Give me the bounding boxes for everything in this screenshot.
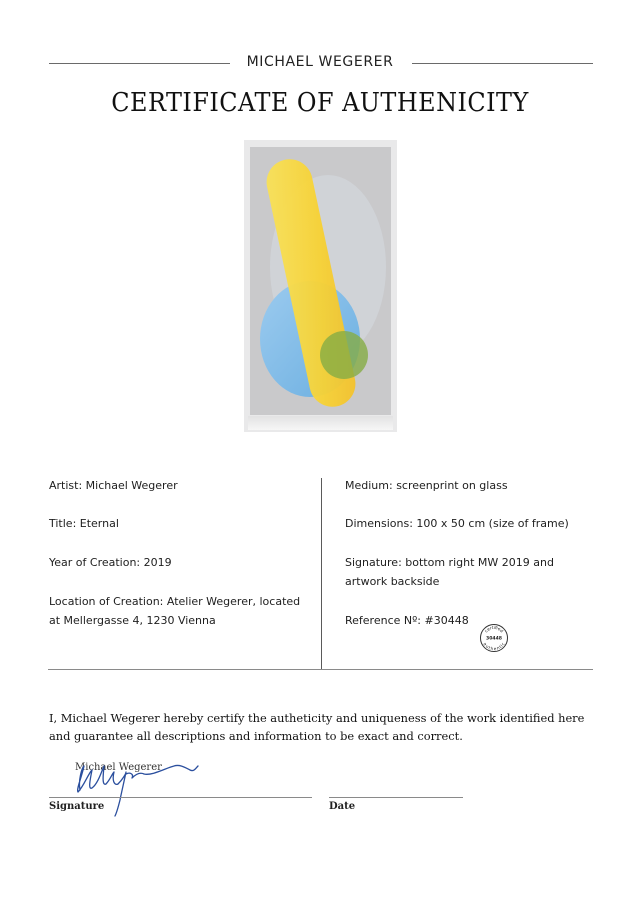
detail-reference-value: #30448 — [424, 614, 469, 627]
detail-dimensions-value: 100 x 50 cm (size of frame) — [416, 517, 569, 530]
detail-signature-label: Signature: — [345, 556, 402, 569]
artwork-canvas — [250, 147, 391, 415]
details-bottom-rule — [48, 669, 593, 670]
detail-title-label: Title: — [49, 517, 77, 530]
detail-reference — [345, 611, 469, 630]
detail-reference-label: Reference Nº: — [345, 614, 422, 627]
date-line — [329, 797, 463, 798]
stamp-top-text: certified — [483, 624, 504, 634]
artwork-image — [244, 140, 397, 432]
detail-medium-label: Medium: — [345, 479, 393, 492]
detail-dimensions-label: Dimensions: — [345, 517, 413, 530]
detail-year-label: Year of Creation: — [49, 556, 141, 569]
certification-statement: I, Michael Wegerer hereby certify the autheticity and uniqueness of the work identified here and guarantee all descriptions and information to be exact and correct. — [49, 711, 585, 743]
svg-text:certified — [483, 625, 504, 634]
detail-artist-value: Michael Wegerer — [85, 479, 178, 492]
detail-location-value: Atelier Wegerer, located at Mellergasse 4, 1230 Vienna — [49, 595, 301, 627]
artwork-green-overlap — [320, 331, 368, 379]
detail-title-value: Eternal — [79, 517, 119, 530]
artwork-frame-reflection — [248, 416, 393, 430]
detail-title — [49, 514, 119, 533]
details-column-divider — [321, 478, 322, 669]
svg-text:authentic — [482, 640, 506, 650]
artist-name-header: MICHAEL WEGERER — [246, 54, 394, 70]
stamp-bottom-text: authentic — [481, 641, 506, 651]
signature-printed-name: Michael Wegerer — [75, 762, 162, 773]
detail-year — [49, 553, 172, 572]
detail-location-label: Location of Creation: — [49, 595, 164, 608]
detail-medium-value: screenprint on glass — [396, 479, 508, 492]
detail-signature — [345, 553, 570, 591]
stamp-number: 30448 — [485, 636, 502, 642]
detail-artist-label: Artist: — [49, 479, 83, 492]
signature-label: Signature — [49, 801, 105, 812]
detail-year-value: 2019 — [143, 556, 172, 569]
detail-location — [49, 592, 304, 630]
signature-line — [49, 797, 312, 798]
detail-artist — [49, 476, 178, 495]
header-rule-right — [412, 63, 593, 64]
certified-stamp-icon — [480, 624, 508, 652]
stamp-graphic — [481, 625, 507, 651]
detail-dimensions — [345, 514, 569, 533]
artwork-painting — [250, 147, 391, 415]
detail-medium — [345, 476, 508, 495]
detail-signature-value: bottom right MW 2019 and artwork backside — [345, 556, 554, 588]
date-label: Date — [329, 801, 356, 812]
certificate-title: CERTIFICATE OF AUTHENICITY — [111, 88, 529, 118]
